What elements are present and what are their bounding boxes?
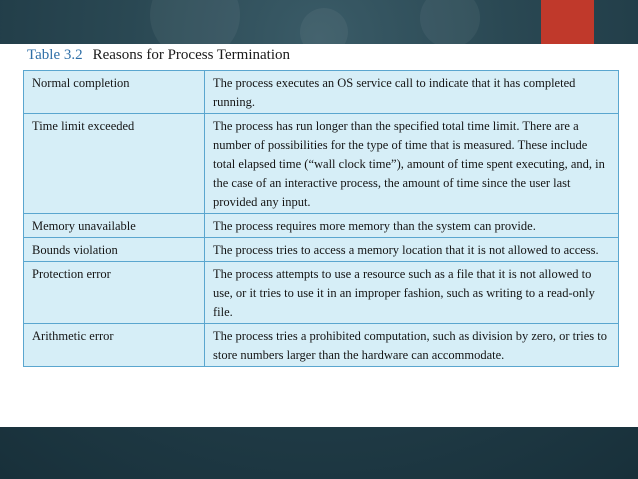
table-row — [24, 324, 619, 367]
table-row — [24, 214, 619, 238]
description-cell: The process attempts to use a resource such as a file that it is not allowed to use, or it tries to use it in an improper fashion, such as writing to a read-only file. — [205, 262, 619, 324]
table-row — [24, 262, 619, 324]
description-cell: The process tries a prohibited computation, such as division by zero, or tries to store numbers larger than the hardware can accommodate. — [205, 324, 619, 367]
description-cell: The process has run longer than the specified total time limit. There are a number of possibilities for the type of time that is measured. These include total elapsed time (“wall clock time”), amount of time spent executing, and, in the case of an interactive process, the amount of time since the user last provided any input. — [205, 114, 619, 214]
description-cell: The process tries to access a memory location that it is not allowed to access. — [205, 238, 619, 262]
slide-content — [0, 44, 638, 427]
reason-cell: Protection error — [24, 262, 205, 324]
reason-cell: Memory unavailable — [24, 214, 205, 238]
accent-tab — [541, 0, 594, 44]
termination-reasons-table — [23, 70, 619, 367]
table-row — [24, 114, 619, 214]
description-cell: The process executes an OS service call to indicate that it has completed running. — [205, 71, 619, 114]
table-number: Table 3.2 — [27, 47, 83, 63]
decorative-circle — [420, 0, 480, 48]
reason-cell: Normal completion — [24, 71, 205, 114]
table-row — [24, 238, 619, 262]
table-caption — [27, 47, 290, 64]
reason-cell: Arithmetic error — [24, 324, 205, 367]
description-cell: The process requires more memory than the system can provide. — [205, 214, 619, 238]
reason-cell: Bounds violation — [24, 238, 205, 262]
table-row — [24, 71, 619, 114]
reason-cell: Time limit exceeded — [24, 114, 205, 214]
table-title: Reasons for Process Termination — [92, 47, 290, 63]
